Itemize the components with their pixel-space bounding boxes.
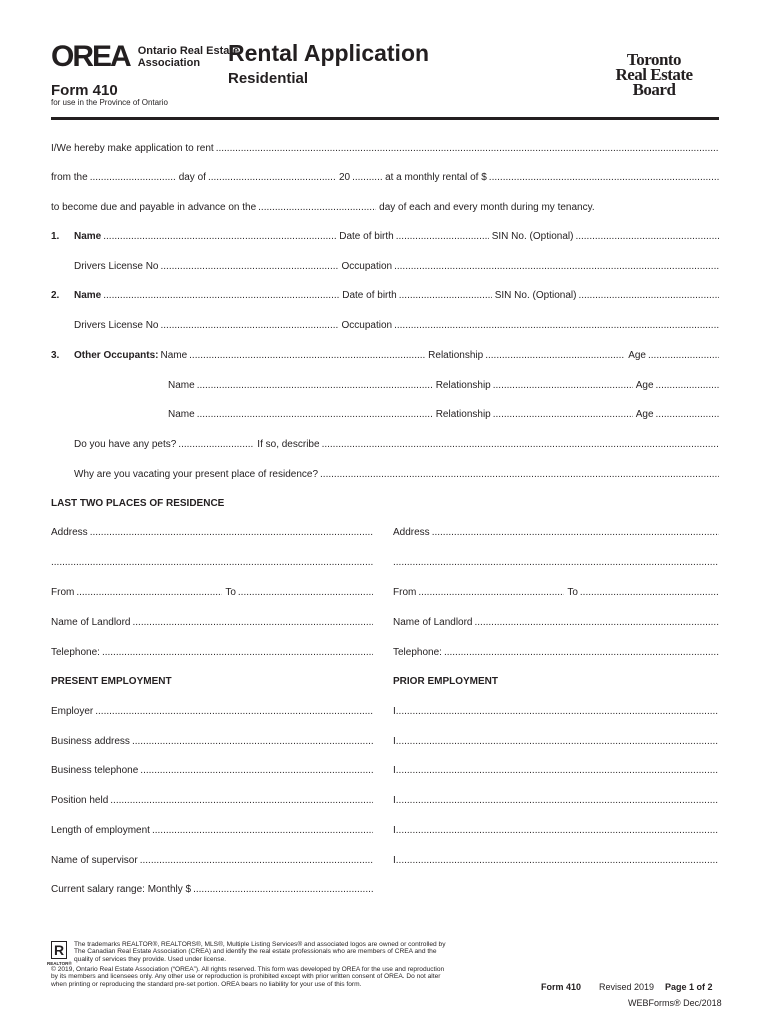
footer-webforms: WEBForms® Dec/2018 bbox=[628, 998, 722, 1008]
applicant-2-row bbox=[51, 290, 719, 304]
prior-supervisor-field[interactable] bbox=[396, 855, 719, 866]
legal-line-5: by its members and licensees only. Any other use or reproduction is prohibited except with prior written consent of OREA. Do not alter bbox=[51, 973, 441, 980]
realtor-logo bbox=[51, 941, 67, 959]
pets-describe-field[interactable] bbox=[322, 439, 719, 450]
residence-2-address-row bbox=[393, 527, 719, 541]
vacating-question: Why are you vacating your present place of residence? bbox=[74, 469, 319, 480]
trb-line1: Toronto bbox=[626, 50, 682, 69]
applicant-1-sin-label: SIN No. (Optional) bbox=[491, 231, 574, 242]
prior-business-address-field[interactable] bbox=[396, 736, 719, 747]
pets-answer-field[interactable] bbox=[178, 439, 254, 450]
occupant-row-2 bbox=[168, 380, 719, 394]
prior-business-telephone-marker: I bbox=[393, 765, 396, 776]
applicant-1-name-label: Name bbox=[74, 231, 102, 242]
form-number: Form 410 bbox=[51, 82, 118, 99]
due-suffix-label: day of each and every month during my tenancy. bbox=[379, 202, 595, 213]
province-note: for use in the Province of Ontario bbox=[51, 98, 168, 107]
applicant-2-name-field[interactable] bbox=[103, 290, 339, 301]
residence-1-landlord-label: Name of Landlord bbox=[51, 617, 131, 628]
legal-line-3: quality of services they provide. Used under license. bbox=[74, 956, 227, 963]
residence-2-to-label: To bbox=[567, 587, 578, 598]
prior-length-row bbox=[393, 825, 719, 839]
residence-1-telephone-label: Telephone: bbox=[51, 647, 100, 658]
applicant-2-name-label: Name bbox=[74, 290, 102, 301]
vacating-field[interactable] bbox=[320, 469, 719, 480]
residence-2-dates-row bbox=[393, 587, 719, 601]
occupant-row-1 bbox=[51, 350, 719, 364]
occupant-1-relationship-label: Relationship bbox=[428, 350, 484, 361]
applicant-1-dob-label: Date of birth bbox=[339, 231, 394, 242]
applicant-1-occupation-field[interactable] bbox=[394, 261, 719, 272]
occupant-3-age-label: Age bbox=[635, 409, 654, 420]
applicant-2-dob-field[interactable] bbox=[399, 290, 492, 301]
occupant-1-age-label: Age bbox=[628, 350, 646, 361]
residence-1-address-label: Address bbox=[51, 527, 88, 538]
residence-1-telephone-field[interactable] bbox=[102, 647, 373, 658]
page-title: Rental Application bbox=[228, 40, 430, 66]
residence-1-to-field[interactable] bbox=[238, 587, 373, 598]
employer-label: Employer bbox=[51, 706, 94, 717]
residence-1-address-field-2[interactable] bbox=[51, 557, 373, 568]
occupant-2-relationship-field[interactable] bbox=[493, 380, 633, 391]
applicant-2-sin-field[interactable] bbox=[578, 290, 719, 301]
footer-revised: Revised 2019 bbox=[599, 982, 655, 992]
occupant-3-relationship-field[interactable] bbox=[493, 409, 633, 420]
residence-1-landlord-field[interactable] bbox=[133, 617, 374, 628]
occupant-1-name-field[interactable] bbox=[189, 350, 425, 361]
legal-line-6: when printing or reproducing the standard pre-set portion. OREA bears no liability for your use of this form. bbox=[51, 981, 362, 988]
residence-2-address-field-2[interactable] bbox=[393, 557, 719, 568]
position-label: Position held bbox=[51, 795, 109, 806]
pets-row bbox=[74, 439, 719, 453]
prior-employer-marker: I bbox=[393, 706, 396, 717]
trb-line2: Real Estate bbox=[615, 65, 693, 84]
prior-employer-field[interactable] bbox=[396, 706, 719, 717]
occupant-3-name-field[interactable] bbox=[197, 409, 433, 420]
supervisor-label: Name of supervisor bbox=[51, 855, 138, 866]
trb-line3: Board bbox=[632, 80, 676, 99]
supervisor-field[interactable] bbox=[140, 855, 373, 866]
prior-length-marker: I bbox=[393, 825, 396, 836]
prior-position-marker: I bbox=[393, 795, 396, 806]
applicant-1-dob-field[interactable] bbox=[396, 231, 489, 242]
start-year-field[interactable] bbox=[352, 172, 382, 183]
vacating-row bbox=[74, 469, 719, 483]
applicant-1-number: 1. bbox=[51, 231, 60, 242]
position-row bbox=[51, 795, 373, 809]
residence-1-from-field[interactable] bbox=[76, 587, 222, 598]
applicant-1-occupation-label: Occupation bbox=[341, 261, 393, 272]
residence-1-from-label: From bbox=[51, 587, 75, 598]
applicant-1-license-row bbox=[74, 261, 719, 275]
year-prefix-label: 20 bbox=[338, 172, 351, 183]
length-field[interactable] bbox=[152, 825, 373, 836]
footer-page-number: Page 1 of 2 bbox=[665, 982, 713, 992]
supervisor-row bbox=[51, 855, 373, 869]
orea-wordmark bbox=[51, 42, 130, 72]
rent-property-field[interactable] bbox=[216, 143, 719, 154]
page-subtitle: Residential bbox=[228, 70, 309, 87]
prior-position-row bbox=[393, 795, 719, 809]
employer-field[interactable] bbox=[95, 706, 373, 717]
residence-2-landlord-field[interactable] bbox=[475, 617, 720, 628]
prior-supervisor-row bbox=[393, 855, 719, 869]
applicant-1-license-field[interactable] bbox=[160, 261, 338, 272]
employer-row bbox=[51, 706, 373, 720]
length-label: Length of employment bbox=[51, 825, 150, 836]
occupant-3-name-label: Name bbox=[168, 409, 195, 420]
apply-label: I/We hereby make application to rent bbox=[51, 143, 214, 154]
residence-2-telephone-field[interactable] bbox=[444, 647, 719, 658]
applicant-1-row bbox=[51, 231, 719, 245]
residence-2-from-label: From bbox=[393, 587, 417, 598]
position-field[interactable] bbox=[110, 795, 373, 806]
occupant-2-age-field[interactable] bbox=[656, 380, 719, 391]
residence-1-to-label: To bbox=[225, 587, 236, 598]
residence-1-landlord-row bbox=[51, 617, 373, 631]
realtor-word: REALTOR® bbox=[47, 961, 72, 966]
applicant-2-sin-label: SIN No. (Optional) bbox=[494, 290, 577, 301]
residence-2-landlord-label: Name of Landlord bbox=[393, 617, 473, 628]
occupant-row-3 bbox=[168, 409, 719, 423]
residence-2-address-label: Address bbox=[393, 527, 430, 538]
occupant-2-relationship-label: Relationship bbox=[435, 380, 491, 391]
applicant-2-occupation-field[interactable] bbox=[394, 320, 719, 331]
legal-line-1: The trademarks REALTOR®, REALTORS®, MLS®, Multiple Listing Services® and associated logos are owned or controlled by bbox=[74, 941, 446, 948]
from-the-label: from the bbox=[51, 172, 88, 183]
residence-2-landlord-row bbox=[393, 617, 719, 631]
start-month-field[interactable] bbox=[208, 172, 336, 183]
occupant-1-relationship-field[interactable] bbox=[485, 350, 625, 361]
occupants-number: 3. bbox=[51, 350, 60, 361]
occupant-2-name-field[interactable] bbox=[197, 380, 433, 391]
realtor-mark: R bbox=[53, 942, 65, 958]
occupant-1-name-label: Name bbox=[160, 350, 188, 361]
due-date-row bbox=[51, 202, 719, 216]
orea-association-name bbox=[138, 45, 239, 69]
prior-employer-row bbox=[393, 706, 719, 720]
start-day-field[interactable] bbox=[90, 172, 176, 183]
business-address-row bbox=[51, 736, 373, 750]
business-telephone-label: Business telephone bbox=[51, 765, 139, 776]
trb-logo bbox=[604, 52, 704, 97]
prior-business-address-row bbox=[393, 736, 719, 750]
applicant-1-license-label: Drivers License No bbox=[74, 261, 159, 272]
business-address-field[interactable] bbox=[132, 736, 373, 747]
prior-position-field[interactable] bbox=[396, 795, 719, 806]
present-employment-heading: PRESENT EMPLOYMENT bbox=[51, 676, 172, 687]
monthly-rental-label: at a monthly rental of $ bbox=[385, 172, 487, 183]
residence-2-telephone-row bbox=[393, 647, 719, 661]
due-label: to become due and payable in advance on the bbox=[51, 202, 257, 213]
prior-supervisor-marker: I bbox=[393, 855, 396, 866]
pets-question: Do you have any pets? bbox=[74, 439, 177, 450]
prior-length-field[interactable] bbox=[396, 825, 719, 836]
residence-1-address-line2 bbox=[51, 557, 373, 571]
orea-assoc-line2: Association bbox=[137, 57, 201, 69]
residence-1-address-row bbox=[51, 527, 373, 541]
prior-business-telephone-field[interactable] bbox=[396, 765, 719, 776]
header-rule bbox=[51, 117, 719, 120]
applicant-2-license-field[interactable] bbox=[160, 320, 338, 331]
due-day-field[interactable] bbox=[258, 202, 376, 213]
monthly-rental-field[interactable] bbox=[489, 172, 719, 183]
residence-2-from-field[interactable] bbox=[418, 587, 564, 598]
prior-business-address-marker: I bbox=[393, 736, 396, 747]
residence-1-address-field[interactable] bbox=[90, 527, 373, 538]
footer-form-number: Form 410 bbox=[541, 982, 582, 992]
business-address-label: Business address bbox=[51, 736, 130, 747]
rent-property-row bbox=[51, 143, 719, 157]
applicant-2-occupation-label: Occupation bbox=[341, 320, 393, 331]
residence-heading: LAST TWO PLACES OF RESIDENCE bbox=[51, 498, 225, 509]
residence-1-dates-row bbox=[51, 587, 373, 601]
day-of-label: day of bbox=[178, 172, 206, 183]
legal-line-4: © 2019, Ontario Real Estate Association (“OREA”). All rights reserved. This form was developed by OREA for the use and reproduction bbox=[51, 966, 445, 973]
occupant-1-age-field[interactable] bbox=[648, 350, 719, 361]
occupant-3-age-field[interactable] bbox=[656, 409, 719, 420]
applicant-2-number: 2. bbox=[51, 290, 60, 301]
occupant-2-age-label: Age bbox=[635, 380, 654, 391]
prior-employment-heading: PRIOR EMPLOYMENT bbox=[393, 676, 499, 687]
residence-2-address-line2 bbox=[393, 557, 719, 571]
lease-dates-row bbox=[51, 172, 719, 186]
salary-label: Current salary range: Monthly $ bbox=[51, 884, 192, 895]
applicant-1-sin-field[interactable] bbox=[575, 231, 719, 242]
residence-1-telephone-row bbox=[51, 647, 373, 661]
length-row bbox=[51, 825, 373, 839]
applicant-2-license-label: Drivers License No bbox=[74, 320, 159, 331]
occupant-3-relationship-label: Relationship bbox=[435, 409, 491, 420]
orea-assoc-line1: Ontario Real Estate bbox=[137, 45, 240, 57]
salary-field[interactable] bbox=[193, 884, 373, 895]
residence-2-address-field[interactable] bbox=[432, 527, 719, 538]
pets-describe-label: If so, describe bbox=[257, 439, 320, 450]
residence-2-telephone-label: Telephone: bbox=[393, 647, 442, 658]
business-telephone-field[interactable] bbox=[140, 765, 373, 776]
prior-business-telephone-row bbox=[393, 765, 719, 779]
occupants-heading: Other Occupants: bbox=[74, 350, 159, 361]
legal-line-2: The Canadian Real Estate Association (CREA) and identify the real estate professionals who are members of CREA and the bbox=[74, 948, 437, 955]
applicant-2-license-row bbox=[74, 320, 719, 334]
applicant-1-name-field[interactable] bbox=[103, 231, 336, 242]
business-telephone-row bbox=[51, 765, 373, 779]
salary-row bbox=[51, 884, 373, 898]
orea-logo-wordmark: OREA bbox=[51, 40, 130, 73]
orea-logo bbox=[51, 42, 239, 72]
residence-2-to-field[interactable] bbox=[580, 587, 719, 598]
applicant-2-dob-label: Date of birth bbox=[342, 290, 397, 301]
occupant-2-name-label: Name bbox=[168, 380, 195, 391]
